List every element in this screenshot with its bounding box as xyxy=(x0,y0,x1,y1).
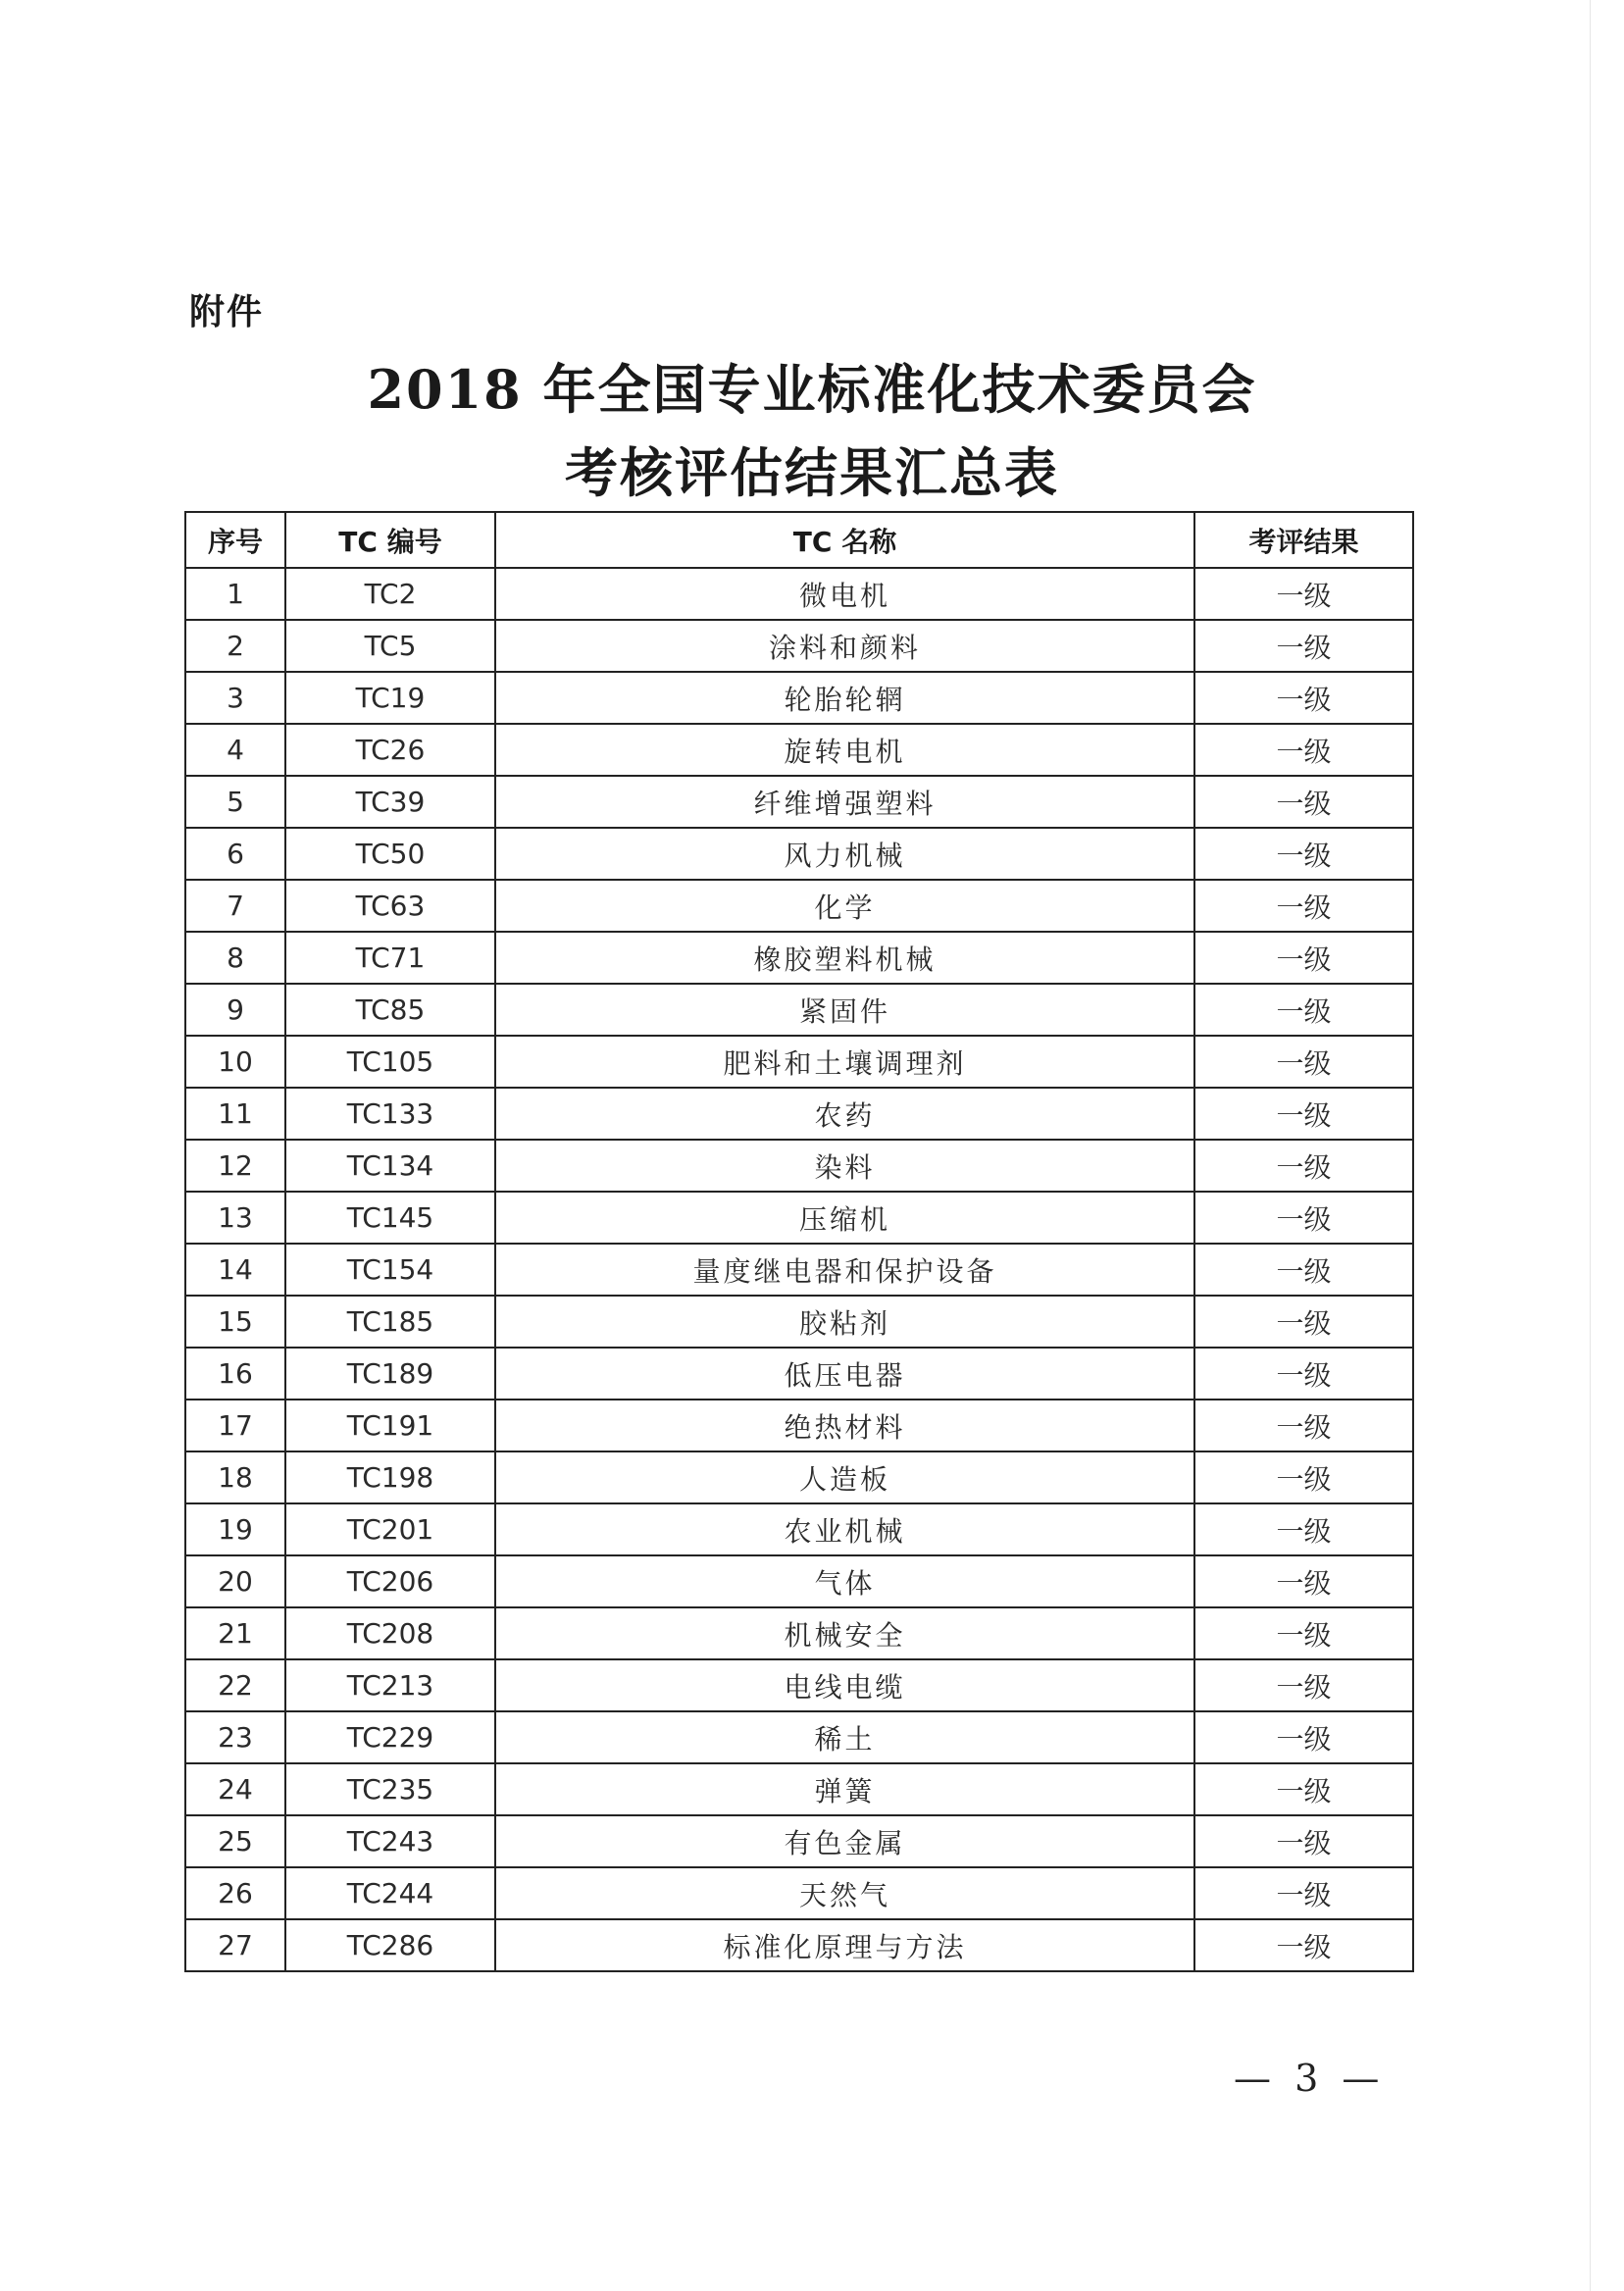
cell-tc-code: TC286 xyxy=(285,1919,495,1971)
cell-result: 一级 xyxy=(1194,880,1413,932)
cell-tc-code: TC2 xyxy=(285,568,495,620)
cell-result: 一级 xyxy=(1194,1763,1413,1815)
cell-result: 一级 xyxy=(1194,620,1413,672)
cell-tc-code: TC201 xyxy=(285,1503,495,1555)
table-row xyxy=(185,1659,1413,1711)
table-row xyxy=(185,1036,1413,1088)
table-row xyxy=(185,672,1413,724)
header-tc-name: TC 名称 xyxy=(495,512,1194,568)
cell-seq: 23 xyxy=(185,1711,285,1763)
cell-tc-name: 肥料和土壤调理剂 xyxy=(495,1036,1194,1088)
cell-tc-name: 机械安全 xyxy=(495,1607,1194,1659)
cell-tc-name: 化学 xyxy=(495,880,1194,932)
cell-tc-name: 气体 xyxy=(495,1555,1194,1607)
cell-tc-name: 人造板 xyxy=(495,1451,1194,1503)
header-result: 考评结果 xyxy=(1194,512,1413,568)
cell-tc-code: TC208 xyxy=(285,1607,495,1659)
cell-tc-code: TC213 xyxy=(285,1659,495,1711)
table-row xyxy=(185,1400,1413,1451)
cell-tc-code: TC244 xyxy=(285,1867,495,1919)
cell-result: 一级 xyxy=(1194,568,1413,620)
cell-seq: 16 xyxy=(185,1348,285,1400)
cell-seq: 6 xyxy=(185,828,285,880)
cell-seq: 4 xyxy=(185,724,285,776)
cell-tc-name: 涂料和颜料 xyxy=(495,620,1194,672)
cell-tc-name: 农药 xyxy=(495,1088,1194,1140)
cell-tc-name: 电线电缆 xyxy=(495,1659,1194,1711)
cell-result: 一级 xyxy=(1194,724,1413,776)
attachment-label: 附件 xyxy=(189,292,265,332)
cell-result: 一级 xyxy=(1194,984,1413,1036)
scan-edge-line xyxy=(1590,0,1591,2291)
table-row xyxy=(185,1815,1413,1867)
cell-tc-name: 弹簧 xyxy=(495,1763,1194,1815)
cell-tc-code: TC50 xyxy=(285,828,495,880)
table-body xyxy=(185,568,1413,1971)
table-row xyxy=(185,1296,1413,1348)
cell-result: 一级 xyxy=(1194,1555,1413,1607)
cell-tc-code: TC19 xyxy=(285,672,495,724)
table-row xyxy=(185,724,1413,776)
cell-tc-name: 绝热材料 xyxy=(495,1400,1194,1451)
cell-tc-code: TC105 xyxy=(285,1036,495,1088)
cell-result: 一级 xyxy=(1194,1088,1413,1140)
table-row xyxy=(185,880,1413,932)
cell-seq: 14 xyxy=(185,1244,285,1296)
cell-result: 一级 xyxy=(1194,1400,1413,1451)
cell-tc-code: TC134 xyxy=(285,1140,495,1192)
cell-result: 一级 xyxy=(1194,1296,1413,1348)
cell-seq: 27 xyxy=(185,1919,285,1971)
cell-tc-name: 微电机 xyxy=(495,568,1194,620)
table-header-row xyxy=(185,512,1413,568)
cell-seq: 10 xyxy=(185,1036,285,1088)
cell-seq: 18 xyxy=(185,1451,285,1503)
cell-result: 一级 xyxy=(1194,1659,1413,1711)
table-row xyxy=(185,1192,1413,1244)
table-row xyxy=(185,1503,1413,1555)
cell-tc-code: TC185 xyxy=(285,1296,495,1348)
cell-result: 一级 xyxy=(1194,1711,1413,1763)
cell-tc-name: 橡胶塑料机械 xyxy=(495,932,1194,984)
cell-seq: 3 xyxy=(185,672,285,724)
cell-result: 一级 xyxy=(1194,1244,1413,1296)
table-row xyxy=(185,1088,1413,1140)
cell-seq: 25 xyxy=(185,1815,285,1867)
cell-seq: 11 xyxy=(185,1088,285,1140)
cell-tc-code: TC39 xyxy=(285,776,495,828)
table-row xyxy=(185,1244,1413,1296)
cell-tc-code: TC71 xyxy=(285,932,495,984)
cell-tc-name: 低压电器 xyxy=(495,1348,1194,1400)
cell-seq: 9 xyxy=(185,984,285,1036)
table-row xyxy=(185,1607,1413,1659)
cell-result: 一级 xyxy=(1194,1867,1413,1919)
cell-seq: 8 xyxy=(185,932,285,984)
cell-tc-code: TC243 xyxy=(285,1815,495,1867)
cell-seq: 17 xyxy=(185,1400,285,1451)
cell-tc-code: TC191 xyxy=(285,1400,495,1451)
cell-tc-name: 风力机械 xyxy=(495,828,1194,880)
cell-seq: 21 xyxy=(185,1607,285,1659)
cell-result: 一级 xyxy=(1194,932,1413,984)
cell-result: 一级 xyxy=(1194,1919,1413,1971)
table-row xyxy=(185,776,1413,828)
table-row xyxy=(185,568,1413,620)
cell-seq: 24 xyxy=(185,1763,285,1815)
document-title-line-1: 2018 年全国专业标准化技术委员会 xyxy=(367,358,1257,421)
header-tc-code: TC 编号 xyxy=(285,512,495,568)
cell-tc-code: TC235 xyxy=(285,1763,495,1815)
cell-seq: 20 xyxy=(185,1555,285,1607)
cell-seq: 19 xyxy=(185,1503,285,1555)
document-title-line-2: 考核评估结果汇总表 xyxy=(565,441,1059,504)
table-row xyxy=(185,932,1413,984)
cell-tc-name: 有色金属 xyxy=(495,1815,1194,1867)
table-row xyxy=(185,620,1413,672)
cell-tc-code: TC85 xyxy=(285,984,495,1036)
cell-tc-name: 轮胎轮辋 xyxy=(495,672,1194,724)
cell-tc-code: TC5 xyxy=(285,620,495,672)
cell-tc-code: TC145 xyxy=(285,1192,495,1244)
table-row xyxy=(185,1919,1413,1971)
header-seq: 序号 xyxy=(185,512,285,568)
cell-seq: 22 xyxy=(185,1659,285,1711)
cell-result: 一级 xyxy=(1194,1451,1413,1503)
cell-seq: 26 xyxy=(185,1867,285,1919)
cell-tc-code: TC63 xyxy=(285,880,495,932)
cell-seq: 13 xyxy=(185,1192,285,1244)
cell-tc-name: 胶粘剂 xyxy=(495,1296,1194,1348)
cell-tc-name: 染料 xyxy=(495,1140,1194,1192)
cell-seq: 15 xyxy=(185,1296,285,1348)
cell-tc-name: 天然气 xyxy=(495,1867,1194,1919)
cell-tc-code: TC26 xyxy=(285,724,495,776)
cell-seq: 7 xyxy=(185,880,285,932)
page-number: — 3 — xyxy=(1234,2057,1386,2100)
cell-tc-name: 旋转电机 xyxy=(495,724,1194,776)
cell-result: 一级 xyxy=(1194,1607,1413,1659)
table-row xyxy=(185,1348,1413,1400)
cell-result: 一级 xyxy=(1194,1140,1413,1192)
cell-seq: 1 xyxy=(185,568,285,620)
table-row xyxy=(185,984,1413,1036)
results-table xyxy=(184,511,1414,1972)
cell-tc-code: TC229 xyxy=(285,1711,495,1763)
cell-tc-code: TC198 xyxy=(285,1451,495,1503)
table-row xyxy=(185,828,1413,880)
cell-tc-name: 量度继电器和保护设备 xyxy=(495,1244,1194,1296)
cell-tc-name: 纤维增强塑料 xyxy=(495,776,1194,828)
table-row xyxy=(185,1451,1413,1503)
cell-result: 一级 xyxy=(1194,1815,1413,1867)
cell-tc-code: TC189 xyxy=(285,1348,495,1400)
cell-result: 一级 xyxy=(1194,776,1413,828)
cell-tc-name: 标准化原理与方法 xyxy=(495,1919,1194,1971)
cell-tc-name: 农业机械 xyxy=(495,1503,1194,1555)
cell-result: 一级 xyxy=(1194,1348,1413,1400)
cell-result: 一级 xyxy=(1194,1036,1413,1088)
cell-seq: 5 xyxy=(185,776,285,828)
cell-tc-name: 紧固件 xyxy=(495,984,1194,1036)
table-row xyxy=(185,1867,1413,1919)
cell-result: 一级 xyxy=(1194,828,1413,880)
table-row xyxy=(185,1555,1413,1607)
cell-seq: 2 xyxy=(185,620,285,672)
cell-tc-name: 压缩机 xyxy=(495,1192,1194,1244)
cell-tc-code: TC206 xyxy=(285,1555,495,1607)
table-row xyxy=(185,1711,1413,1763)
cell-seq: 12 xyxy=(185,1140,285,1192)
cell-result: 一级 xyxy=(1194,1503,1413,1555)
cell-tc-code: TC133 xyxy=(285,1088,495,1140)
cell-result: 一级 xyxy=(1194,672,1413,724)
table-row xyxy=(185,1140,1413,1192)
cell-tc-name: 稀土 xyxy=(495,1711,1194,1763)
cell-tc-code: TC154 xyxy=(285,1244,495,1296)
table-row xyxy=(185,1763,1413,1815)
cell-result: 一级 xyxy=(1194,1192,1413,1244)
